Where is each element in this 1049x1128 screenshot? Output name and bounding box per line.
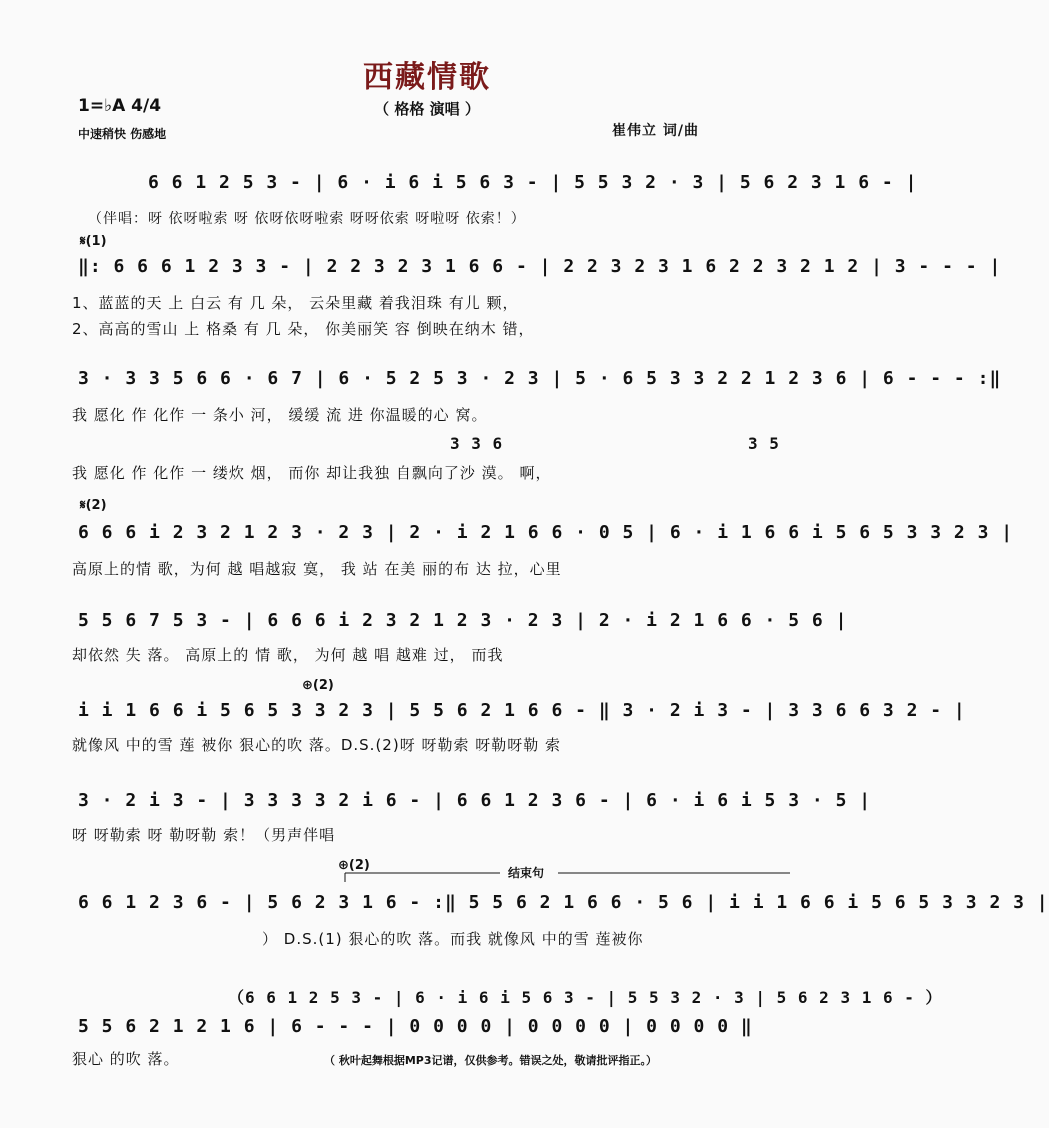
notation-line-8: 3 · 2 i 3 - | 3 3 3 3 2 i 6 - | 6 6 1 2 3 6 - | 6 · i 6 i 5 3 · 5 | <box>78 790 872 811</box>
alt-notation-3: 3 3 6 <box>450 434 504 453</box>
lyrics-line-5: 高原上的情 歌，为何 越 唱越寂 寞， 我 站 在美 丽的布 达 拉，心里 <box>72 560 562 578</box>
footnote: （ 秋叶起舞根据MP3记谱，仅供参考。错误之处，敬请批评指正。） <box>324 1054 657 1067</box>
alt-notation-3b: 3 5 <box>748 434 780 453</box>
notation-line-3: 3 · 3 3 5 6 6 · 6 7 | 6 · 5 2 5 3 · 2 3 | 5 · 6 5 3 3 2 2 1 2 3 6 | 6 - - - :‖ <box>78 368 1002 389</box>
lyrics-line-2a: 1、蓝蓝的天 上 白云 有 几 朵， 云朵里藏 着我泪珠 有儿 颗， <box>72 294 519 312</box>
notation-line-7: i i 1 6 6 i 5 6 5 3 3 2 3 | 5 5 6 2 1 6 6 - ‖ 3 · 2 i 3 - | 3 3 6 6 3 2 - | <box>78 700 966 721</box>
notation-line-5: 6 6 6 i 2 3 2 1 2 3 · 2 3 | 2 · i 2 1 6 6 · 0 5 | 6 · i 1 6 6 i 5 6 5 3 3 2 3 | <box>78 522 1014 543</box>
key-signature: 1=♭A 4/4 <box>78 96 162 116</box>
notation-line-6: 5 5 6 7 5 3 - | 6 6 6 i 2 3 2 1 2 3 · 2 3 | 2 · i 2 1 6 6 · 5 6 | <box>78 610 848 631</box>
lyrics-line-7: 就像风 中的雪 莲 被你 狠心的吹 落。D.S.(2)呀 呀勒索 呀勒呀勒 索 <box>72 736 562 754</box>
lyrics-line-8: 呀 呀勒索 呀 勒呀勒 索！（男声伴唱 <box>72 826 336 844</box>
lyrics-line-3: 我 愿化 作 化作 一 条小 河， 缓缓 流 进 你温暖的心 窝。 <box>72 406 488 424</box>
author-credit: 崔伟立 词/曲 <box>612 123 699 139</box>
segno-mark-1: 𝄋(1) <box>80 234 107 249</box>
lyrics-line-2b: 2、高高的雪山 上 格桑 有 几 朵， 你美丽笑 容 倒映在纳木 错， <box>72 320 535 338</box>
coda-mark-1: ⊕(2) <box>302 678 334 693</box>
lyrics-line-4: 我 愿化 作 化作 一 缕炊 烟， 而你 却让我独 自飘向了沙 漠。 啊， <box>72 464 552 482</box>
notation-line-1: 6 6 1 2 5 3 - | 6 · i 6 i 5 6 3 - | 5 5 3 2 · 3 | 5 6 2 3 1 6 - | <box>148 172 918 193</box>
lyrics-line-9: ） D.S.(1) 狠心的吹 落。而我 就像风 中的雪 莲被你 <box>262 930 644 948</box>
notation-line-10: 5 5 6 2 1 2 1 6 | 6 - - - | 0 0 0 0 | 0 0 0 0 | 0 0 0 0 ‖ <box>78 1016 753 1037</box>
lyrics-line-6: 却依然 失 落。 高原上的 情 歌， 为何 越 唱 越难 过， 而我 <box>72 646 504 664</box>
segno-mark-2: 𝄋(2) <box>80 498 107 513</box>
notation-line-9: 6 6 1 2 3 6 - | 5 6 2 3 1 6 - :‖ 5 5 6 2 1 6 6 · 5 6 | i i 1 6 6 i 5 6 5 3 3 2 3 | <box>78 892 1049 913</box>
ending-label: 结束句 <box>508 866 545 880</box>
tempo-marking: 中速稍快 伤感地 <box>78 127 167 141</box>
lyrics-line-1: （伴唱：呀 依呀啦索 呀 依呀依呀啦索 呀呀依索 呀啦呀 依索！） <box>88 211 526 227</box>
song-title: 西藏情歌 <box>363 60 491 95</box>
lyrics-line-10: 狠心 的吹 落。 <box>72 1050 180 1068</box>
notation-line-2: ‖: 6 6 6 1 2 3 3 - | 2 2 3 2 3 1 6 6 - | 2 2 3 2 3 1 6 2 2 3 2 1 2 | 3 - - - | <box>78 256 1002 277</box>
singer-credit: （ 格格 演唱 ） <box>374 100 480 118</box>
notation-accompaniment: （6 6 1 2 5 3 - | 6 · i 6 i 5 6 3 - | 5 5 3 2 · 3 | 5 6 2 3 1 6 - ） <box>228 988 943 1007</box>
coda-mark-2: ⊕(2) <box>338 858 370 873</box>
